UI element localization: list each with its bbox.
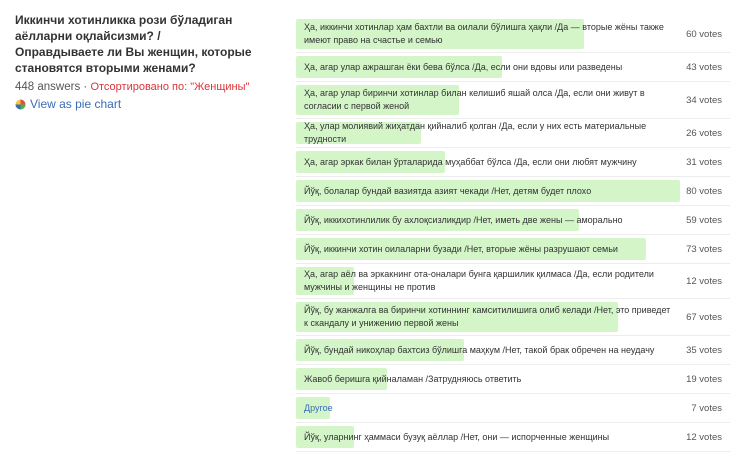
option-vote-count: 73 votes: [686, 243, 722, 255]
pie-chart-icon: [15, 99, 26, 110]
option-bar-area: [296, 177, 680, 205]
option-bar-area: [296, 16, 680, 52]
option-label: Йўқ, бундай никоҳлар бахтсиз бўлишга маҳкум /Нет, такой брак обречен на неудачу: [304, 344, 655, 355]
option-label: Ҳа, агар эркак билан ўрталарида муҳаббат бўлса /Да, если они любят мужчину: [304, 156, 637, 167]
poll-option-row: [296, 365, 730, 394]
question-panel: [15, 12, 273, 112]
view-as-pie-chart-link[interactable]: [15, 96, 273, 112]
option-vote-count: 31 votes: [686, 156, 722, 168]
option-vote-count: 35 votes: [686, 344, 722, 356]
option-vote-count: 12 votes: [686, 431, 722, 443]
option-bar-area: [296, 53, 680, 81]
answers-count: 448 answers: [15, 81, 81, 93]
poll-option-row: [296, 206, 730, 235]
option-label: Йўқ, уларнинг ҳаммаси бузуқ аёллар /Нет, они — испорченные женщины: [304, 431, 610, 442]
option-bar-area: [296, 394, 680, 422]
question-text-ru: Оправдываете ли Вы женщин, которые становятся вторыми женами?: [15, 45, 252, 75]
poll-option-row: [296, 336, 730, 365]
option-label: Йўқ, иккихотинлилик бу ахлоқсизликдир /Нет, иметь две жены — аморально: [304, 214, 623, 225]
poll-option-row: [296, 394, 730, 423]
option-vote-count: 60 votes: [686, 28, 722, 40]
option-vote-count: 26 votes: [686, 127, 722, 139]
poll-option-row: [296, 16, 730, 53]
question-text-uz: Иккинчи хотинликка рози бўладиган аёлларни оқлайсизми? /: [15, 13, 233, 43]
option-label: Ҳа, улар молиявий жиҳатдан қийналиб қолган /Да, если у них есть материальные трудности: [304, 121, 647, 144]
option-vote-count: 7 votes: [691, 402, 722, 414]
option-bar-area: [296, 206, 680, 234]
option-bar-area: [296, 423, 680, 451]
poll-option-row: [296, 82, 730, 119]
option-label: Йўқ, иккинчи хотин оилаларни бузади /Нет, вторые жёны разрушают семьи: [304, 243, 618, 254]
poll-option-row: [296, 53, 730, 82]
option-bar-area: [296, 299, 680, 335]
option-vote-count: 67 votes: [686, 311, 722, 323]
option-vote-count: 59 votes: [686, 214, 722, 226]
view-as-pie-chart-label: View as pie chart: [30, 97, 122, 111]
option-vote-count: 12 votes: [686, 275, 722, 287]
option-label: Ҳа, иккинчи хотинлар ҳам бахтли ва оилали бўлишга ҳақли /Да — вторые жёны также имеют право на счастье и семью: [304, 22, 664, 45]
option-bar-area: [296, 336, 680, 364]
sort-indicator[interactable]: Отсортировано по: "Женщины": [90, 81, 250, 93]
option-vote-count: 43 votes: [686, 61, 722, 73]
poll-option-row: [296, 235, 730, 264]
poll-option-row: [296, 119, 730, 148]
poll-option-row: [296, 299, 730, 336]
option-bar-area: [296, 365, 680, 393]
poll-option-row: [296, 264, 730, 299]
option-vote-count: 19 votes: [686, 373, 722, 385]
poll-option-row: [296, 148, 730, 177]
poll-option-row: [296, 423, 730, 452]
option-vote-count: 80 votes: [686, 185, 722, 197]
option-bar-area: [296, 148, 680, 176]
option-label: Жавоб беришга қийналаман /Затрудняюсь ответить: [304, 373, 522, 384]
poll-option-row: [296, 177, 730, 206]
question-title: [15, 12, 273, 76]
option-label: Ҳа, агар улар биринчи хотинлар билан келишиб яшай олса /Да, если они живут в согласии с первой женой: [304, 88, 645, 111]
option-label: Ҳа, агар аёл ва эркакнинг ота-оналари бунга қаршилик қилмаса /Да, если родители мужчины и женщины не против: [304, 269, 654, 292]
option-vote-count: 34 votes: [686, 94, 722, 106]
option-bar-area: [296, 82, 680, 118]
poll-results-list: [296, 16, 730, 452]
option-bar-area: [296, 119, 680, 147]
meta-separator: ·: [80, 81, 91, 93]
option-label: Йўқ, болалар бундай вазиятда азият чекади /Нет, детям будет плохо: [304, 185, 592, 196]
answers-meta: [15, 79, 273, 95]
option-label: Ҳа, агар улар ажрашган ёки бева бўлса /Да, если они вдовы или разведены: [304, 61, 623, 72]
other-answers-link[interactable]: Другое: [304, 402, 333, 413]
option-bar-area: [296, 235, 680, 263]
option-bar-area: [296, 264, 680, 298]
option-label: Йўқ, бу жанжалга ва биринчи хотиннинг камситилишига олиб келади /Нет, это приведет к скандалу и унижению первой жены: [304, 305, 671, 328]
